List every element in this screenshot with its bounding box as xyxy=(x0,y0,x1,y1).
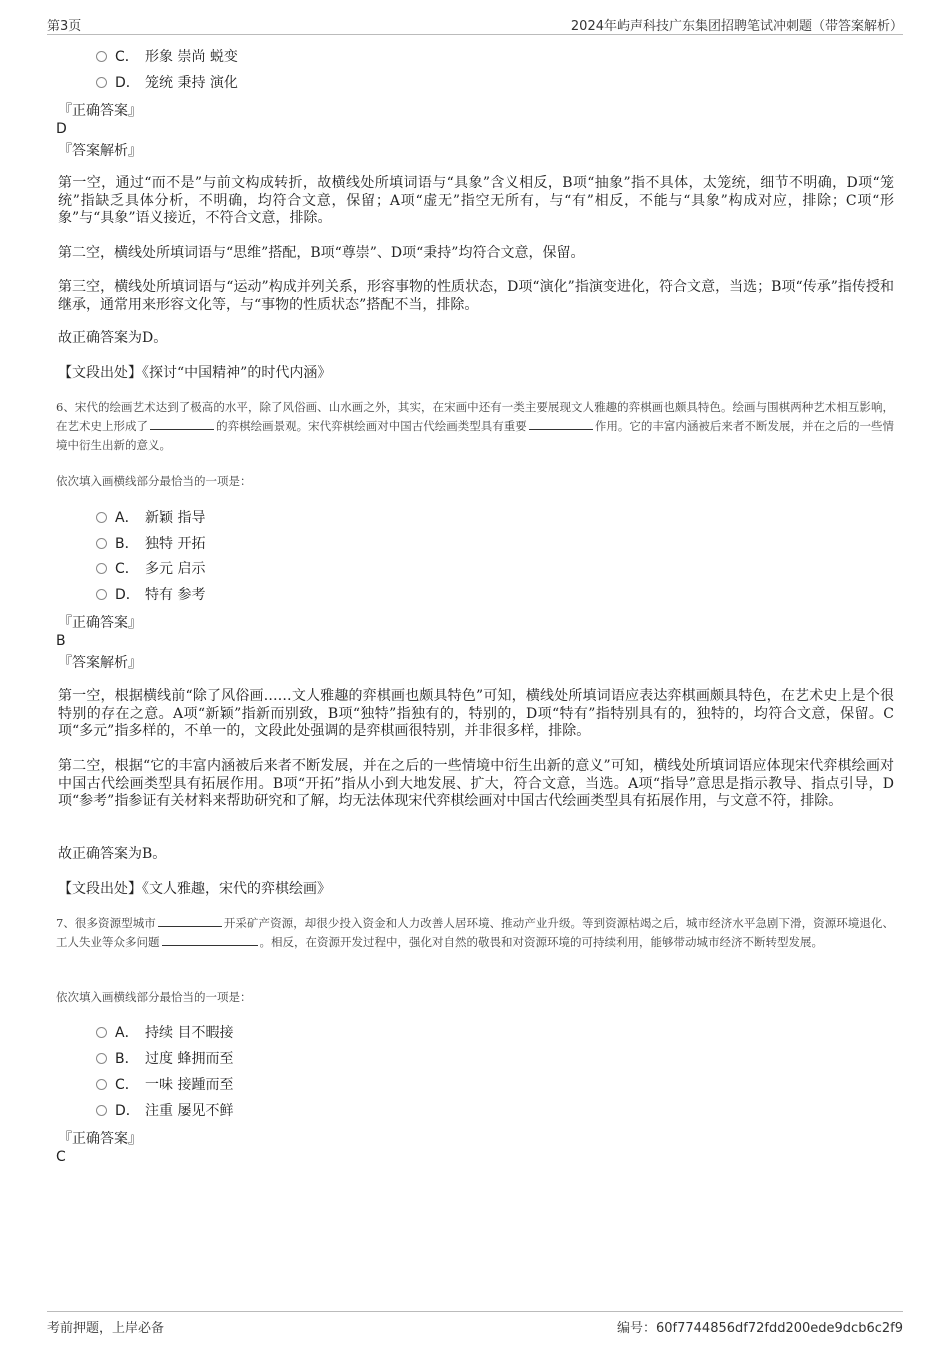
q6-answer: B xyxy=(56,633,66,649)
radio-icon[interactable] xyxy=(96,51,107,62)
option-letter: D． xyxy=(115,1103,140,1119)
radio-icon[interactable] xyxy=(96,1027,107,1038)
q6-stem-part-2: 的弈棋绘画景观。宋代弈棋绘画对中国古代绘画类型具有重要 xyxy=(216,419,527,433)
radio-icon[interactable] xyxy=(96,1053,107,1064)
option-text: 一味 接踵而至 xyxy=(145,1077,234,1093)
footer-slogan: 考前押题，上岸必备 xyxy=(47,1321,165,1336)
q6-stem-part-3: 作用。它的丰富内涵被后来者不断发展，并在之后的一些情境中衍生出新的意义。 xyxy=(56,419,895,452)
q5-option-c[interactable] xyxy=(96,47,238,67)
radio-icon[interactable] xyxy=(96,512,107,523)
q6-analysis-paragraph-1: 第一空，根据横线前“除了风俗画……文人雅趣的弈棋画也颇具特色”可知，横线处所填词语应表达弈棋画颇具特色，在艺术史上是个很特别的存在之意。A项“新颖”指新而别致，B项“独特”指独有的，特别的，D项“特有”指特别具有的，独特的，均符合文意，保留。C项“多元”指多样的，不单一的，文段此处强调的是弈棋画很特别，并非很多样，排除。 xyxy=(58,688,894,739)
option-text: 笼统 秉持 演化 xyxy=(145,75,238,91)
q6-blank-1 xyxy=(150,417,214,430)
q5-source: 【文段出处】《探讨“中国精神”的时代内涵》 xyxy=(58,365,332,381)
q5-analysis-paragraph-2: 第二空，横线处所填词语与“思维”搭配，B项“尊崇”、D项“秉持”均符合文意，保留。 xyxy=(58,245,585,261)
option-letter: C． xyxy=(115,561,139,577)
q5-answer-label: 『正确答案』 xyxy=(58,103,142,119)
q6-option-d[interactable] xyxy=(96,585,205,605)
q6-analysis-conclusion: 故正确答案为B。 xyxy=(58,846,167,862)
q6-instruction: 依次填入画横线部分最恰当的一项是： xyxy=(56,474,252,488)
option-text: 形象 崇尚 蜕变 xyxy=(145,49,238,65)
q7-instruction: 依次填入画横线部分最恰当的一项是： xyxy=(56,990,252,1004)
q6-option-c[interactable] xyxy=(96,559,205,579)
radio-icon[interactable] xyxy=(96,1105,107,1116)
q7-option-d[interactable] xyxy=(96,1101,233,1121)
option-letter: B． xyxy=(115,536,139,552)
q5-analysis-paragraph-3: 第三空，横线处所填词语与“运动”构成并列关系，形容事物的性质状态，D项“演化”指演变进化，符合文意，当选；B项“传承”指传授和继承，通常用来形容文化等，与“事物的性质状态”搭配不当，排除。 xyxy=(58,279,894,313)
option-letter: B． xyxy=(115,1051,139,1067)
q7-blank-2 xyxy=(162,933,258,946)
q6-option-a[interactable] xyxy=(96,508,205,528)
option-text: 过度 蜂拥而至 xyxy=(145,1051,234,1067)
q7-stem-part-1: 7、很多资源型城市 xyxy=(56,916,156,930)
q7-stem-part-2: 开采矿产资源，却很少投入资金和人力改善人居环境、推动产业升级。等到资源枯竭之后，城市经济水平急剧下滑，资源环境退化、工人失业等众多问题 xyxy=(56,916,894,949)
q6-analysis-label: 『答案解析』 xyxy=(58,655,142,671)
option-text: 特有 参考 xyxy=(145,587,206,603)
q7-answer-label: 『正确答案』 xyxy=(58,1131,142,1147)
document-id: 编号：60f7744856df72fdd200ede9dcb6c2f9 xyxy=(617,1321,903,1336)
radio-icon[interactable] xyxy=(96,589,107,600)
q6-stem-part-1: 6、宋代的绘画艺术达到了极高的水平，除了风俗画、山水画之外，其实，在宋画中还有一类主要展现文人雅趣的弈棋画也颇具特色。绘画与围棋两种艺术相互影响，在艺术史上形成了 xyxy=(56,400,894,433)
q7-option-a[interactable] xyxy=(96,1023,233,1043)
option-text: 新颖 指导 xyxy=(145,510,206,526)
q7-option-b[interactable] xyxy=(96,1049,233,1069)
q7-stem xyxy=(56,914,894,952)
option-letter: D． xyxy=(115,587,140,603)
option-letter: A． xyxy=(115,510,139,526)
q5-analysis-conclusion: 故正确答案为D。 xyxy=(58,330,168,346)
option-text: 注重 屡见不鲜 xyxy=(145,1103,234,1119)
option-letter: C． xyxy=(115,1077,139,1093)
document-title: 2024年屿声科技广东集团招聘笔试冲刺题（带答案解析） xyxy=(570,19,903,34)
page-footer xyxy=(47,1311,903,1336)
q7-stem-part-3: 。相反，在资源开发过程中，强化对自然的敬畏和对资源环境的可持续利用，能够带动城市经济不断转型发展。 xyxy=(259,935,823,949)
option-text: 多元 启示 xyxy=(145,561,206,577)
q5-answer: D xyxy=(56,121,67,137)
q7-answer: C xyxy=(56,1149,66,1165)
q6-analysis-paragraph-2: 第二空，根据“它的丰富内涵被后来者不断发展，并在之后的一些情境中衍生出新的意义”可知，横线处所填词语应体现宋代弈棋绘画对中国古代绘画类型具有拓展作用。B项“开拓”指从小到大地发展、扩大，符合文意，当选。A项“指导”意思是指示教导、指点引导，D项“参考”指参证有关材料来帮助研究和了解，均无法体现宋代弈棋绘画对中国古代绘画类型具有拓展作用，与文意不符，排除。 xyxy=(58,758,894,809)
q5-option-d[interactable] xyxy=(96,73,238,93)
option-text: 独特 开拓 xyxy=(145,536,206,552)
radio-icon[interactable] xyxy=(96,563,107,574)
option-letter: D． xyxy=(115,75,140,91)
q6-option-b[interactable] xyxy=(96,534,205,554)
option-text: 持续 目不暇接 xyxy=(145,1025,234,1041)
radio-icon[interactable] xyxy=(96,538,107,549)
q7-blank-1 xyxy=(158,914,222,927)
option-letter: A． xyxy=(115,1025,139,1041)
q7-option-c[interactable] xyxy=(96,1075,233,1095)
option-letter: C． xyxy=(115,49,139,65)
q6-source: 【文段出处】《文人雅趣，宋代的弈棋绘画》 xyxy=(58,881,331,897)
radio-icon[interactable] xyxy=(96,1079,107,1090)
q6-blank-2 xyxy=(529,417,593,430)
page-header xyxy=(47,12,903,35)
q5-analysis-label: 『答案解析』 xyxy=(58,143,142,159)
page-number: 第3页 xyxy=(47,19,82,34)
q6-answer-label: 『正确答案』 xyxy=(58,615,142,631)
radio-icon[interactable] xyxy=(96,77,107,88)
q5-analysis-paragraph-1: 第一空，通过“而不是”与前文构成转折，故横线处所填词语与“具象”含义相反，B项“抽象”指不具体，太笼统，细节不明确，D项“笼统”指缺乏具体分析，不明确，均符合文意，保留；A项“虚无”指空无所有，与“有”相反，不能与“具象”构成对应，排除；C项“形象”与“具象”语义接近，不符合文意，排除。 xyxy=(58,175,894,226)
q6-stem xyxy=(56,398,894,455)
